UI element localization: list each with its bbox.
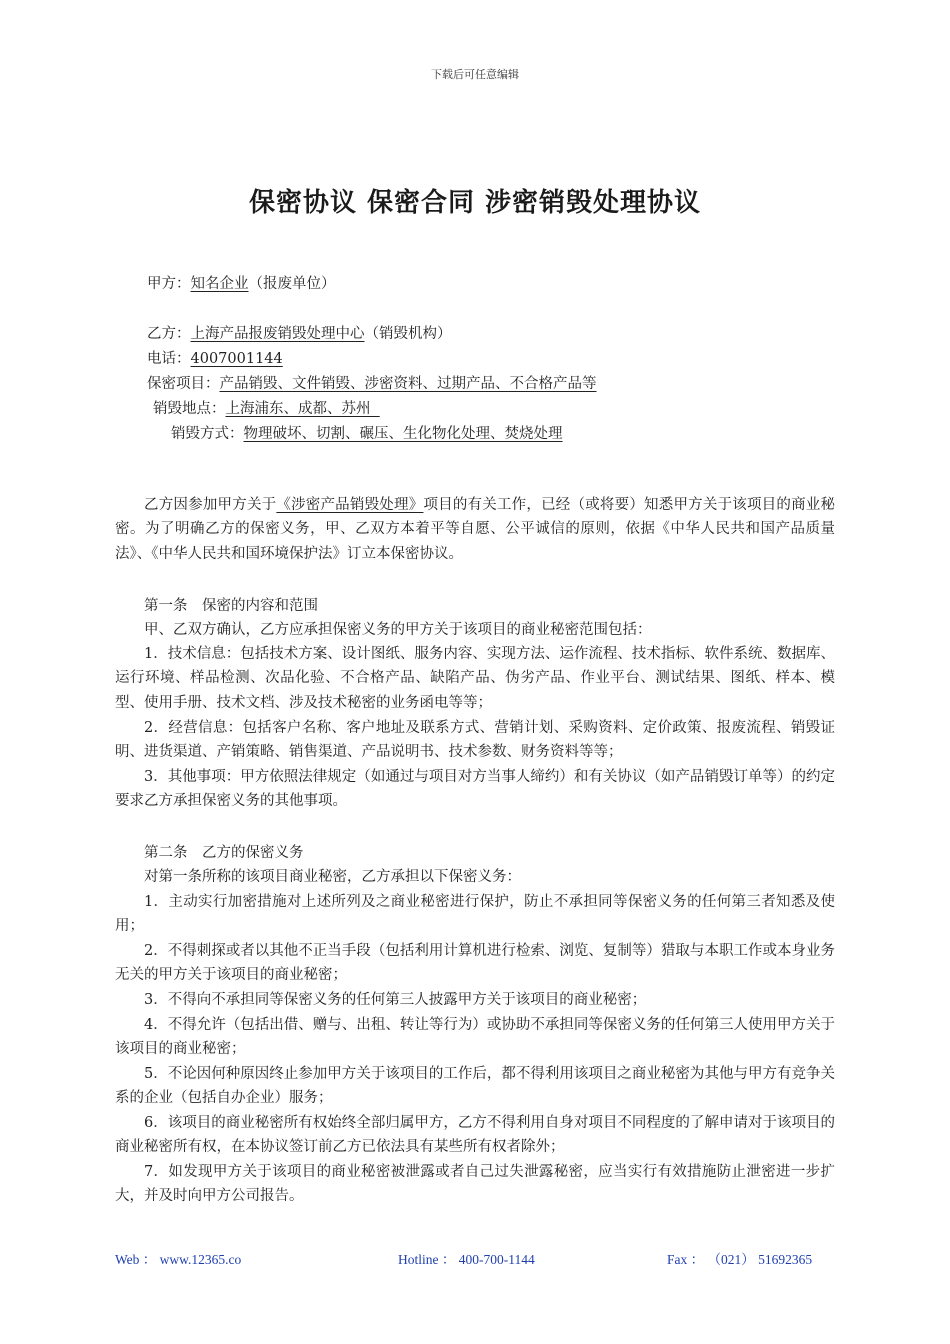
intro-post: 项目的有关工作，已经（或将要）知悉甲方关于该项目的商业秘密。为了明确乙方的保密义务，甲、乙双方本着平等自愿、公平诚信的原则，依据《中华人民共和国产品质量法》、《中华人民共和国环境保护法》订立本保密协议。 [115, 497, 836, 562]
intro-pre: 乙方因参加甲方关于 [144, 497, 277, 513]
location-line [153, 399, 380, 419]
article2-item: 1．主动实行加密措施对上述所列及之商业秘密进行保护，防止不承担同等保密义务的任何第三者知悉及使用； [115, 894, 835, 935]
party-a-label: 甲方： [147, 276, 191, 292]
method-value: 物理破坏、切割、碾压、生化物化处理、焚烧处理 [243, 426, 563, 442]
article2-item: 4．不得允许（包括出借、赠与、出租、转让等行为）或协助不承担同等保密义务的任何第三人使用甲方关于该项目的商业秘密； [115, 1017, 835, 1058]
article1-lead: 甲、乙双方确认，乙方应承担保密义务的甲方关于该项目的商业秘密范围包括： [144, 622, 652, 638]
party-a-note: （报废单位） [248, 276, 336, 292]
project-label: 保密项目： [147, 376, 220, 392]
location-label: 销毁地点： [153, 401, 226, 417]
footer-hotline: Hotline ： 400-700-1144 [398, 1252, 535, 1267]
location-value: 上海浦东、成都、苏州 [225, 401, 380, 417]
project-line [147, 374, 597, 394]
footer-fax: Fax ： （021） 51692365 [667, 1252, 813, 1267]
party-b-note: （销毁机构） [364, 326, 452, 342]
article1-item: 3．其他事项：甲方依照法律规定（如通过与项目对方当事人缔约）和有关协议（如产品销毁订单等）的约定要求乙方承担保密义务的其他事项。 [115, 769, 835, 810]
method-label: 销毁方式： [171, 426, 244, 442]
article1-item: 2．经营信息：包括客户名称、客户地址及联系方式、营销计划、采购资料、定价政策、报废流程、销毁证明、进货渠道、产销策略、销售渠道、产品说明书、技术参数、财务资料等等； [115, 720, 835, 761]
article1-item: 1．技术信息：包括技术方案、设计图纸、服务内容、实现方法、运作流程、技术指标、软件系统、数据库、运行环境、样品检测、次品化验、不合格产品、缺陷产品、伪劣产品、作业平台、测试结果、图纸、样本、模型、使用手册、技术文档、涉及技术秘密的业务函电等等； [115, 646, 835, 711]
party-b-label: 乙方： [147, 326, 191, 342]
intro-project-name: 《涉密产品销毁处理》 [276, 497, 424, 513]
intro-paragraph [115, 493, 835, 566]
header-note: 下载后可任意编辑 [431, 68, 519, 81]
article2-item: 5．不论因何种原因终止参加甲方关于该项目的工作后，都不得利用该项目之商业秘密为其他与甲方有竞争关系的企业（包括自办企业）服务； [115, 1066, 835, 1107]
footer-web-link[interactable]: Web ： www.12365.co [115, 1252, 242, 1267]
article2-item: 2．不得刺探或者以其他不正当手段（包括利用计算机进行检索、浏览、复制等）猎取与本职工作或本身业务无关的甲方关于该项目的商业秘密； [115, 943, 835, 984]
article2-heading: 第二条 乙方的保密义务 [144, 845, 304, 861]
project-value: 产品销毁、文件销毁、涉密资料、过期产品、不合格产品等 [219, 376, 597, 392]
phone-value: 4007001144 [190, 351, 283, 367]
article2-lead: 对第一条所称的该项目商业秘密，乙方承担以下保密义务： [144, 869, 521, 885]
article1-heading: 第一条 保密的内容和范围 [144, 598, 318, 614]
article2-item: 6．该项目的商业秘密所有权始终全部归属甲方，乙方不得利用自身对项目不同程度的了解申请对于该项目的商业秘密所有权，在本协议签订前乙方已依法具有某些所有权者除外； [115, 1115, 835, 1156]
method-line [171, 424, 563, 444]
party-a-name: 知名企业 [190, 276, 249, 292]
document-title: 保密协议 保密合同 涉密销毁处理协议 [248, 188, 702, 218]
article2-item: 3．不得向不承担同等保密义务的任何第三人披露甲方关于该项目的商业秘密； [144, 992, 647, 1008]
party-b-name: 上海产品报废销毁处理中心 [190, 326, 365, 342]
phone-line [147, 349, 283, 369]
party-b-line [147, 324, 452, 344]
phone-label: 电话： [147, 351, 191, 367]
article2-item: 7．如发现甲方关于该项目的商业秘密被泄露或者自己过失泄露秘密，应当实行有效措施防止泄密进一步扩大，并及时向甲方公司报告。 [115, 1164, 835, 1205]
party-a-line [147, 274, 336, 294]
